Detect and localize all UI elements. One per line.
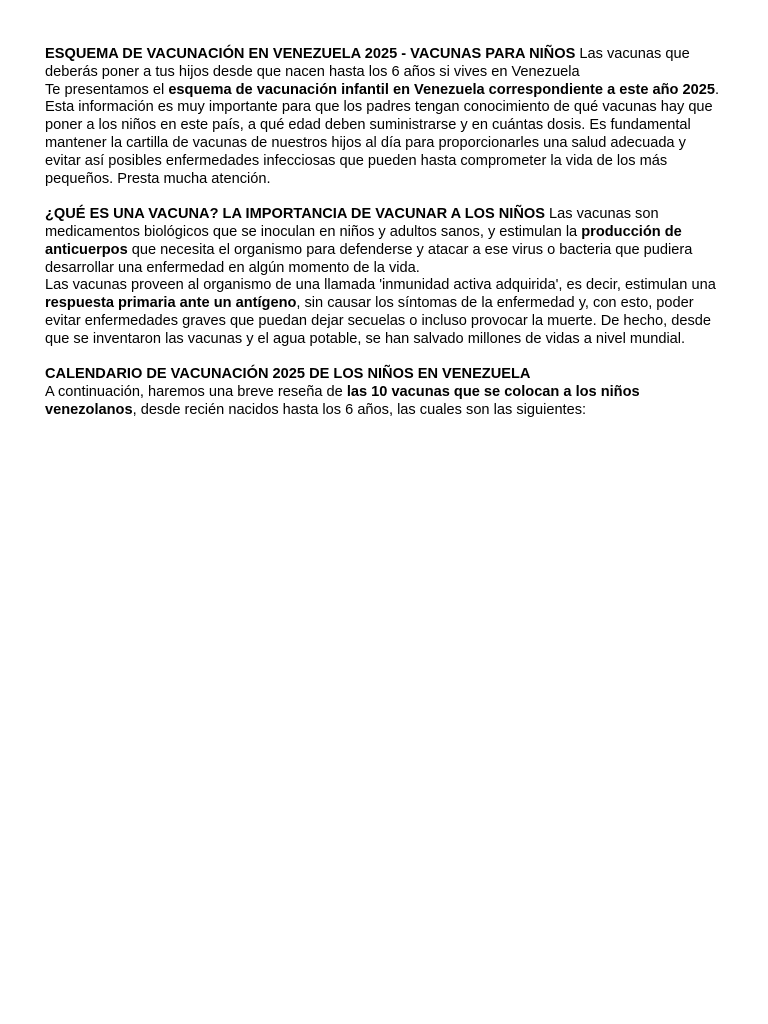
- what-is-text-end: que necesita el organismo para defenderse y atacar a ese virus o bacteria que pudiera desarrollar una enfermedad en algún momento de la vida.: [45, 241, 693, 276]
- intro-emphasis: esquema de vacunación infantil en Venezuela correspondiente a este año 2025: [168, 81, 715, 98]
- what-is-text-start: Las vacunas son medicamentos biológicos que se inoculan en niños y adultos sanos, y estimulan la: [45, 206, 659, 240]
- intro-subtitle: Las vacunas que deberás poner a tus hijos desde que nacen hasta los 6 años si vives en Venezuela: [45, 46, 690, 80]
- intro-paragraph: [45, 82, 725, 189]
- intro-heading-paragraph: [45, 46, 725, 82]
- calendar-heading: CALENDARIO DE VACUNACIÓN 2025 DE LOS NIÑOS EN VENEZUELA: [45, 366, 531, 383]
- calendar-text-end: , desde recién nacidos hasta los 6 años, las cuales son las siguientes:: [132, 401, 587, 418]
- intro-heading: ESQUEMA DE VACUNACIÓN EN VENEZUELA 2025 - VACUNAS PARA NIÑOS: [45, 46, 576, 62]
- document-page: [45, 46, 725, 420]
- calendar-emphasis: las 10 vacunas que se colocan a los niños venezolanos: [45, 384, 640, 418]
- calendar-paragraph: [45, 384, 725, 420]
- what-is-p2-end: , sin causar los síntomas de la enfermedad y, con esto, poder evitar enfermedades graves que puedan dejar secuelas o incluso provocar la muerte. De hecho, desde que se inventaron las vacunas y el agua potable, se han salvado millones de vidas a nivel mundial.: [45, 295, 712, 347]
- intro-text-end: . Esta información es muy importante para que los padres tengan conocimiento de qué vacunas hay que poner a los niños en este país, a qué edad deben suministrarse y en cuántas dosis. Es fundamental mantener la cartilla de vacunas de nuestros hijos al día para proporcionarles una salud adecuada y evitar así posibles enfermedades infecciosas que pueden hasta comprometer la vida de los más pequeños. Presta mucha atención.: [45, 81, 720, 187]
- what-is-section: [45, 206, 725, 348]
- what-is-p2-start: Las vacunas proveen al organismo de una llamada 'inmunidad activa adquirida', es decir, estimulan una: [45, 277, 716, 294]
- what-is-emphasis-2: respuesta primaria ante un antígeno: [45, 295, 297, 312]
- what-is-paragraph-1: [45, 206, 725, 277]
- intro-text-start: Te presentamos el: [45, 81, 169, 98]
- what-is-heading: ¿QUÉ ES UNA VACUNA? LA IMPORTANCIA DE VACUNAR A LOS NIÑOS: [45, 206, 545, 223]
- calendar-text-start: A continuación, haremos una breve reseña de: [45, 384, 347, 401]
- intro-section: [45, 46, 725, 188]
- what-is-emphasis-1: producción de anticuerpos: [45, 223, 682, 258]
- calendar-section: [45, 366, 725, 419]
- what-is-paragraph-2: [45, 277, 725, 348]
